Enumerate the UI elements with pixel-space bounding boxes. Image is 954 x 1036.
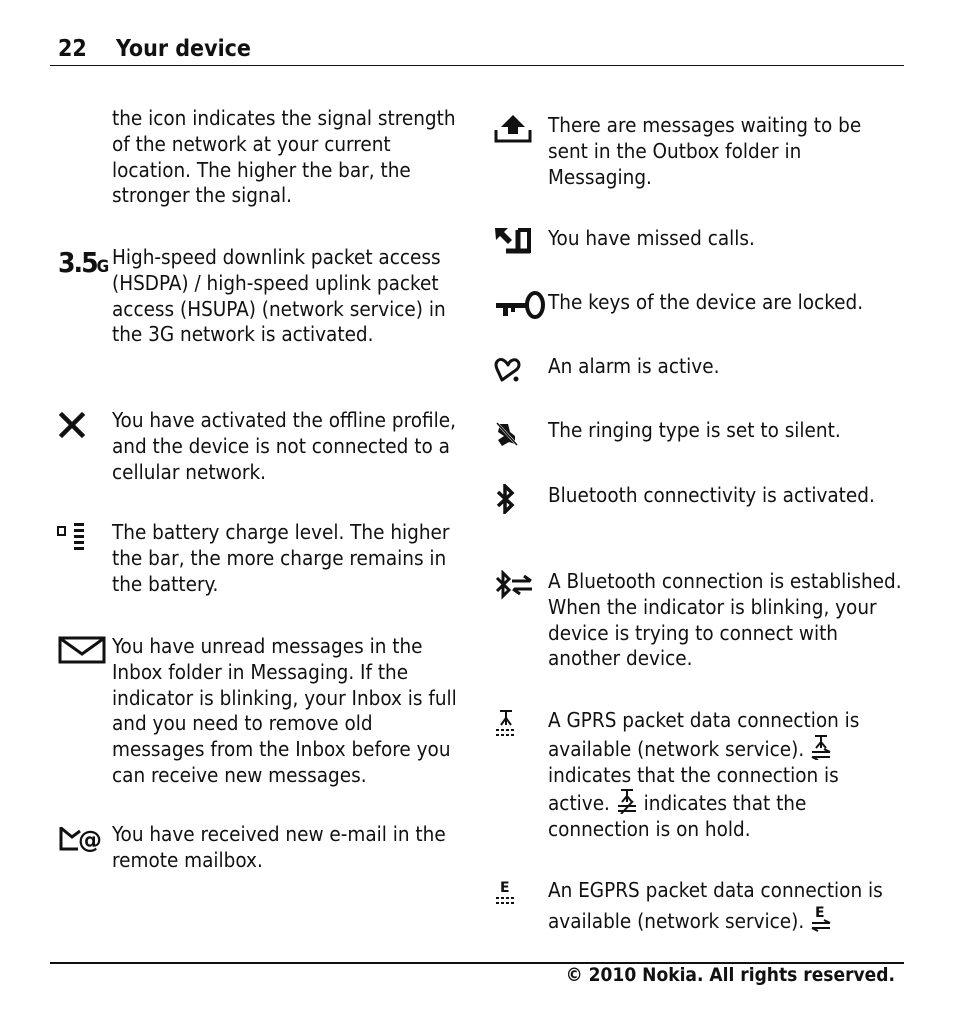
page-title: Your device [116, 36, 251, 62]
silent-icon [494, 420, 520, 448]
battery-icon [56, 522, 88, 552]
hsdpa-description: High-speed downlink packet access (HSDPA) / high-speed uplink packet access (HSUPA) (network service) in the 3G network is activated. [112, 245, 446, 347]
battery-description: The battery charge level. The higher the bar, the more charge remains in the battery. [112, 520, 450, 596]
egprs-description [548, 878, 904, 935]
bluetooth-icon [494, 484, 518, 514]
bluetooth-description: Bluetooth connectivity is activated. [548, 483, 875, 507]
gprs-active-text: indicates that the connection is active. [548, 762, 839, 816]
gprs-active-icon [810, 734, 832, 760]
alarm-description: An alarm is active. [548, 354, 720, 378]
gprs-hold-icon [616, 788, 638, 814]
header-rule [50, 65, 904, 66]
envelope-icon [58, 636, 106, 664]
header [58, 36, 251, 62]
silent-description: The ringing type is set to silent. [548, 418, 841, 442]
unread-messages-description: You have unread messages in the Inbox folder in Messaging. If the indicator is blinking, your Inbox is full and you need to remove old messages from the Inbox before you can receive new messages. [112, 634, 457, 787]
keylock-description: The keys of the device are locked. [548, 290, 864, 314]
svg-text:@: @ [78, 826, 102, 853]
gprs-hold-text: indicates that the connection is on hold. [548, 791, 807, 842]
page-number: 22 [58, 36, 87, 62]
gprs-available-text: A GPRS packet data connection is available (network service). [548, 708, 860, 761]
hsdpa-icon: 3.5G [58, 246, 110, 279]
missed-calls-icon [494, 226, 532, 256]
gprs-description [548, 708, 904, 843]
svg-text:E: E [500, 880, 510, 896]
missed-calls-description: You have missed calls. [548, 226, 755, 250]
egprs-available-icon [494, 878, 518, 908]
svg-text:E: E [815, 904, 825, 921]
gprs-available-icon [494, 708, 518, 738]
offline-description: You have activated the offline profile, and the device is not connected to a cellular network. [112, 408, 456, 484]
bluetooth-connection-icon [494, 570, 534, 600]
egprs-active-icon [810, 904, 832, 932]
egprs-available-text: An EGPRS packet data connection is available (network service). [548, 878, 883, 933]
alarm-icon [494, 356, 522, 384]
offline-icon [58, 411, 86, 439]
key-icon [494, 290, 546, 320]
outbox-description: There are messages waiting to be sent in the Outbox folder in Messaging. [548, 113, 862, 189]
email-description: You have received new e-mail in the remote mailbox. [112, 822, 446, 872]
outbox-icon [494, 114, 532, 144]
signal-description: the icon indicates the signal strength of the network at your current location. The higher the bar, the stronger the signal. [112, 106, 456, 208]
copyright-footer: © 2010 Nokia. All rights reserved. [565, 964, 895, 986]
email-icon [58, 825, 102, 853]
bluetooth-connection-description: A Bluetooth connection is established. When the indicator is blinking, your device is trying to connect with another device. [548, 569, 902, 671]
